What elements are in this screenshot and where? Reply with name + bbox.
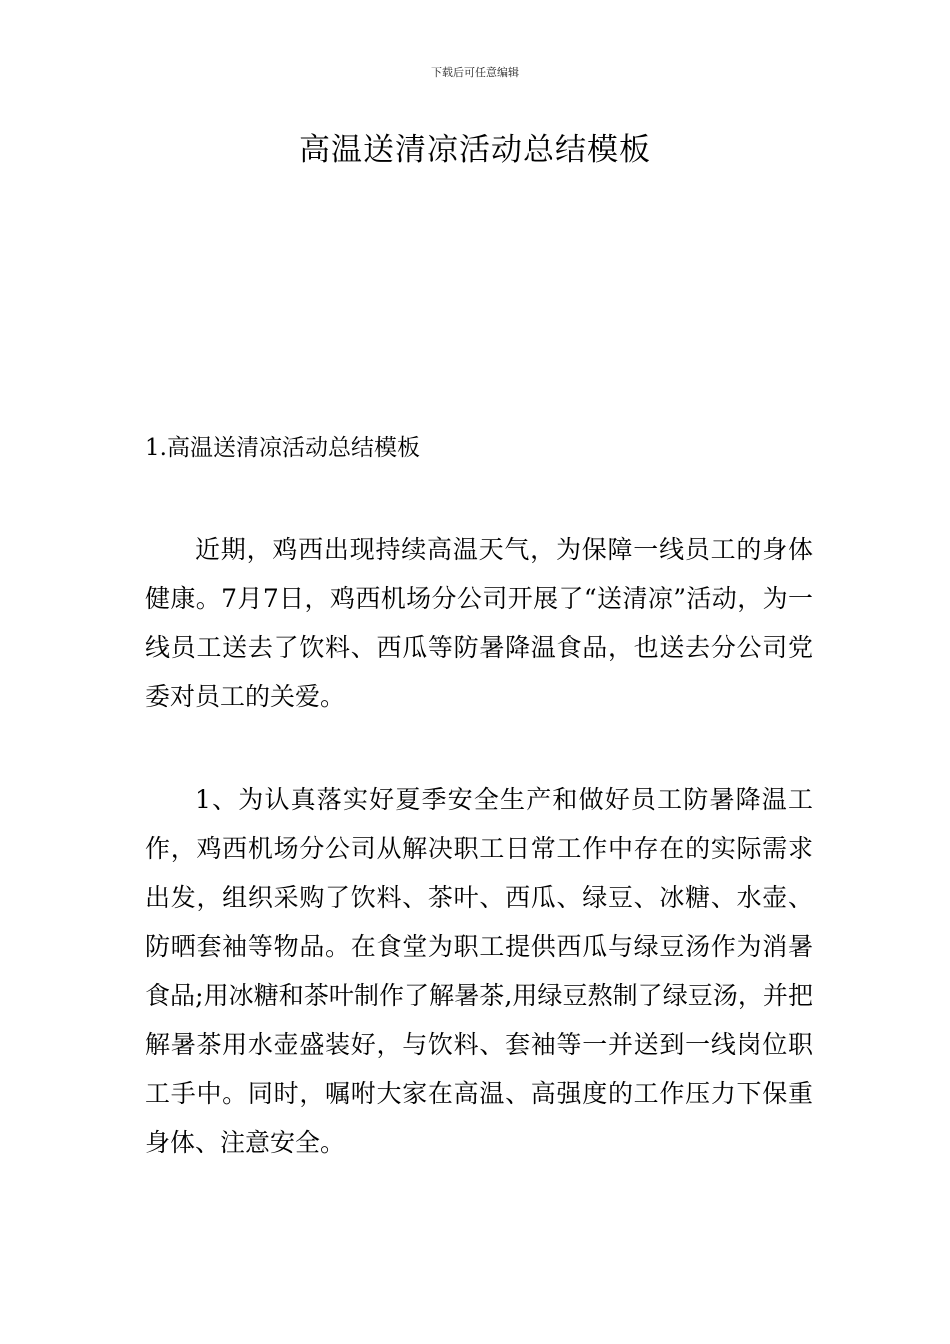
document-title: 高温送清凉活动总结模板 xyxy=(299,132,651,168)
section-heading: 1.高温送清凉活动总结模板 xyxy=(145,435,420,461)
paragraph-intro: 近期，鸡西出现持续高温天气，为保障一线员工的身体健康。7月7日，鸡西机场分公司开展了“送清凉”活动，为一线员工送去了饮料、西瓜等防暑降温食品，也送去分公司党委对员工的关爱。 xyxy=(145,535,813,711)
header-editable-note: 下载后可任意编辑 xyxy=(431,66,519,79)
paragraph-item-1: 1、为认真落实好夏季安全生产和做好员工防暑降温工作，鸡西机场分公司从解决职工日常工作中存在的实际需求出发，组织采购了饮料、茶叶、西瓜、绿豆、冰糖、水壶、防晒套袖等物品。在食堂为职工提供西瓜与绿豆汤作为消暑食品;用冰糖和茶叶制作了解暑茶,用绿豆熬制了绿豆汤，并把解暑茶用水壶盛装好，与饮料、套袖等一并送到一线岗位职工手中。同时，嘱咐大家在高温、高强度的工作压力下保重身体、注意安全。 xyxy=(145,785,813,1157)
